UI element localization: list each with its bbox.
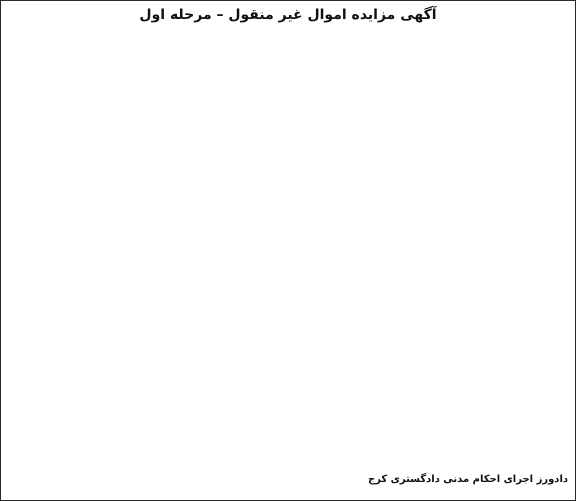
notice-line [8, 56, 568, 70]
notice-line [8, 283, 568, 297]
notice-line [8, 354, 568, 368]
notice-line [8, 454, 568, 468]
notice-line [8, 99, 568, 113]
notice-line [8, 312, 568, 326]
notice-line [8, 439, 568, 453]
notice-line [8, 411, 568, 425]
notice-line [8, 85, 568, 99]
notice-line [8, 298, 568, 312]
notice-line [8, 269, 568, 283]
notice-line [8, 369, 568, 383]
notice-line [8, 397, 568, 411]
notice-line [8, 425, 568, 439]
notice-line [8, 71, 568, 85]
notice-line [8, 383, 568, 397]
notice-line [8, 142, 568, 156]
notice-line [8, 184, 568, 198]
notice-title: آگهی مزایده اموال غیر منقول – مرحله اول [139, 7, 437, 23]
notice-line [8, 255, 568, 269]
notice-body [8, 28, 568, 468]
notice-line [8, 340, 568, 354]
notice-line [8, 170, 568, 184]
notice-signature: دادورز اجرای احکام مدنی دادگستری کرج [367, 473, 568, 485]
notice-line [8, 127, 568, 141]
notice-line [8, 212, 568, 226]
notice-line [8, 227, 568, 241]
notice-line [8, 28, 568, 42]
notice-line [8, 113, 568, 127]
notice-line [8, 326, 568, 340]
notice-line [8, 198, 568, 212]
notice-line [8, 42, 568, 56]
notice-line [8, 156, 568, 170]
notice-line [8, 241, 568, 255]
